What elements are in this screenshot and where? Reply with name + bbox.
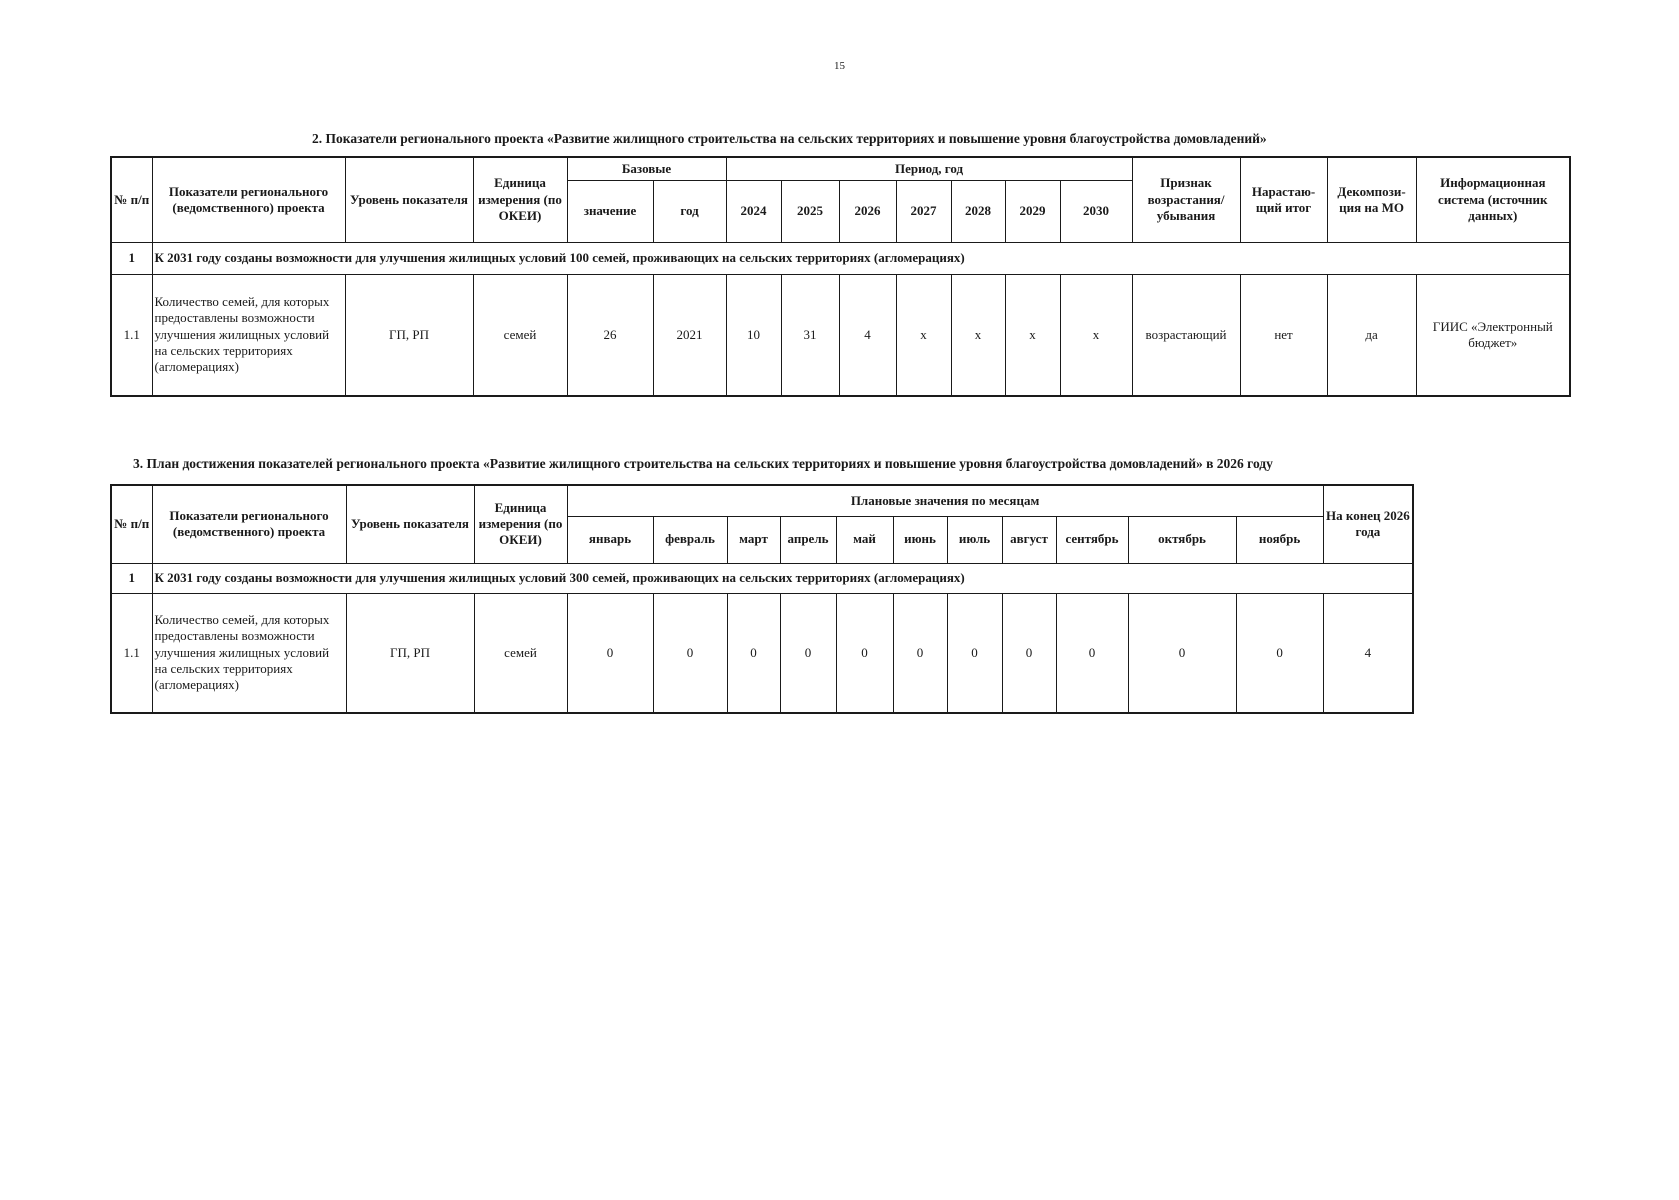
section-3-title: 3. План достижения показателей регионального проекта «Развитие жилищного строительства на сельских территориях и повышение уровня благоустройства домовладений» в 2026 году xyxy=(133,456,1273,471)
row-indicator: Количество семей, для которых предоставлены возможности улучшения жилищных условий на сельских территориях (агломерациях) xyxy=(152,274,345,396)
row-level: ГП, РП xyxy=(345,274,473,396)
table-row xyxy=(111,593,1413,713)
header-month: март xyxy=(727,516,780,563)
goal-text: К 2031 году созданы возможности для улучшения жилищных условий 100 семей, проживающих на сельских территориях (агломерациях) xyxy=(152,242,1570,274)
header-indicator: Показатели регионального (ведомственного) проекта xyxy=(152,485,346,563)
indicators-table xyxy=(110,156,1571,397)
row-year-value: 4 xyxy=(839,274,896,396)
header-year: 2030 xyxy=(1060,180,1132,242)
row-month-value: 0 xyxy=(1056,593,1128,713)
row-month-value: 0 xyxy=(947,593,1002,713)
row-decomposition: да xyxy=(1327,274,1416,396)
goal-row xyxy=(111,242,1570,274)
row-month-value: 0 xyxy=(893,593,947,713)
header-base: Базовые xyxy=(567,157,726,180)
row-base-value: 26 xyxy=(567,274,653,396)
row-year-value: 10 xyxy=(726,274,781,396)
row-year-value: х xyxy=(1005,274,1060,396)
header-num: № п/п xyxy=(111,157,152,242)
row-level: ГП, РП xyxy=(346,593,474,713)
row-year-value: х xyxy=(1060,274,1132,396)
header-info-system: Информационная система (источник данных) xyxy=(1416,157,1570,242)
header-year-end: На конец 2026 года xyxy=(1323,485,1413,563)
row-month-value: 0 xyxy=(780,593,836,713)
row-month-value: 0 xyxy=(567,593,653,713)
header-year: 2025 xyxy=(781,180,839,242)
header-month: июль xyxy=(947,516,1002,563)
row-base-year: 2021 xyxy=(653,274,726,396)
row-unit: семей xyxy=(473,274,567,396)
header-month: июнь xyxy=(893,516,947,563)
header-month: август xyxy=(1002,516,1056,563)
monthly-plan-table xyxy=(110,484,1414,714)
row-info-system: ГИИС «Электронный бюджет» xyxy=(1416,274,1570,396)
row-month-value: 0 xyxy=(653,593,727,713)
row-cumulative: нет xyxy=(1240,274,1327,396)
header-year: 2028 xyxy=(951,180,1005,242)
header-unit: Единица измерения (по ОКЕИ) xyxy=(473,157,567,242)
row-year-value: 31 xyxy=(781,274,839,396)
row-month-value: 0 xyxy=(727,593,780,713)
header-month: май xyxy=(836,516,893,563)
goal-row xyxy=(111,563,1413,593)
table-row xyxy=(111,274,1570,396)
row-num: 1.1 xyxy=(111,593,152,713)
page-number: 15 xyxy=(834,60,845,72)
header-year: 2024 xyxy=(726,180,781,242)
header-level: Уровень показателя xyxy=(346,485,474,563)
header-num: № п/п xyxy=(111,485,152,563)
section-2-title: 2. Показатели регионального проекта «Развитие жилищного строительства на сельских территориях и повышение уровня благоустройства домовладений» xyxy=(312,131,1267,146)
header-month: январь xyxy=(567,516,653,563)
header-indicator: Показатели регионального (ведомственного) проекта xyxy=(152,157,345,242)
header-month: апрель xyxy=(780,516,836,563)
row-month-value: 0 xyxy=(1002,593,1056,713)
goal-num: 1 xyxy=(111,242,152,274)
row-unit: семей xyxy=(474,593,567,713)
row-month-value: 0 xyxy=(1236,593,1323,713)
row-year-value: х xyxy=(951,274,1005,396)
header-decomposition: Декомпози-ция на МО xyxy=(1327,157,1416,242)
header-level: Уровень показателя xyxy=(345,157,473,242)
header-row-1 xyxy=(111,485,1413,516)
row-num: 1.1 xyxy=(111,274,152,396)
row-year-value: х xyxy=(896,274,951,396)
header-row-1 xyxy=(111,157,1570,180)
row-year-end: 4 xyxy=(1323,593,1413,713)
goal-text: К 2031 году созданы возможности для улучшения жилищных условий 300 семей, проживающих на сельских территориях (агломерациях) xyxy=(152,563,1413,593)
header-period: Период, год xyxy=(726,157,1132,180)
header-year: 2029 xyxy=(1005,180,1060,242)
header-base-value: значение xyxy=(567,180,653,242)
header-unit: Единица измерения (по ОКЕИ) xyxy=(474,485,567,563)
row-indicator: Количество семей, для которых предоставлены возможности улучшения жилищных условий на сельских территориях (агломерациях) xyxy=(152,593,346,713)
header-month: ноябрь xyxy=(1236,516,1323,563)
header-trend: Признак возрастания/ убывания xyxy=(1132,157,1240,242)
header-year: 2027 xyxy=(896,180,951,242)
header-month: сентябрь xyxy=(1056,516,1128,563)
header-year: 2026 xyxy=(839,180,896,242)
header-month: февраль xyxy=(653,516,727,563)
row-month-value: 0 xyxy=(1128,593,1236,713)
row-month-value: 0 xyxy=(836,593,893,713)
header-planned: Плановые значения по месяцам xyxy=(567,485,1323,516)
row-trend: возрастающий xyxy=(1132,274,1240,396)
header-base-year: год xyxy=(653,180,726,242)
goal-num: 1 xyxy=(111,563,152,593)
header-cumulative: Нарастаю-щий итог xyxy=(1240,157,1327,242)
header-month: октябрь xyxy=(1128,516,1236,563)
